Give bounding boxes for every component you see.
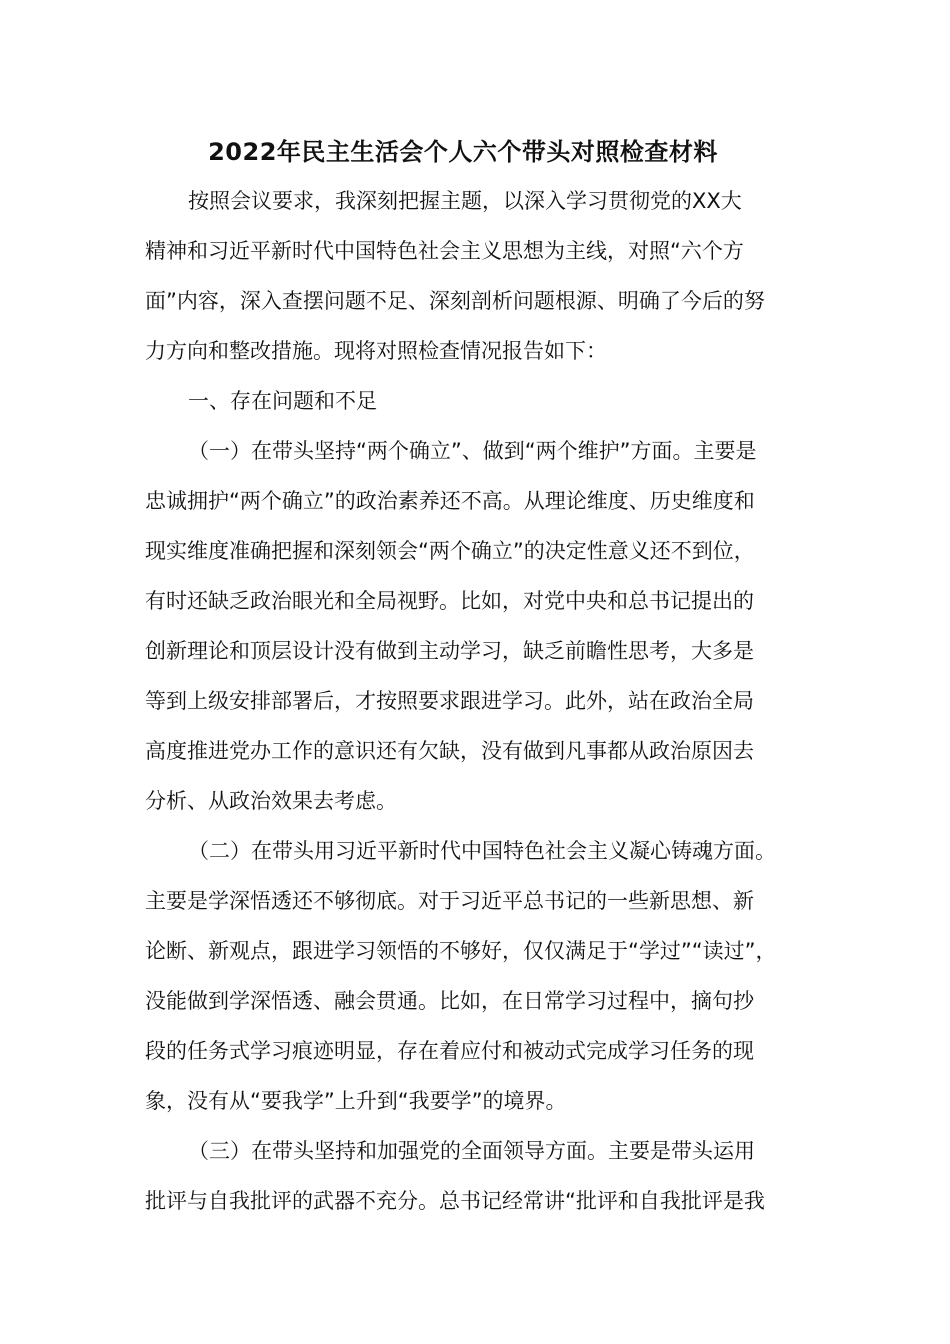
paragraph-line: 等到上级安排部署后，才按照要求跟进学习。此外，站在政治全局 <box>145 689 754 713</box>
paragraph-line: 按照会议要求，我深刻把握主题，以深入学习贯彻党的XX大 <box>188 189 742 213</box>
paragraph-line: 高度推进党办工作的意识还有欠缺，没有做到凡事都从政治原因去 <box>145 739 754 763</box>
paragraph-line: 精神和习近平新时代中国特色社会主义思想为主线，对照“六个方 <box>145 239 744 263</box>
paragraph-line: 分析、从政治效果去考虑。 <box>145 789 397 813</box>
paragraph-line: 象，没有从“要我学”上升到“我要学”的境界。 <box>145 1089 567 1113</box>
paragraph-line: 没能做到学深悟透、融会贯通。比如，在日常学习过程中，摘句抄 <box>145 989 754 1013</box>
paragraph-line: 论断、新观点，跟进学习领悟的不够好，仅仅满足于“学过”“读过”， <box>145 939 777 963</box>
paragraph-line: （二）在带头用习近平新时代中国特色社会主义凝心铸魂方面。 <box>188 839 776 863</box>
paragraph-line: 力方向和整改措施。现将对照检查情况报告如下： <box>145 339 607 363</box>
document-title: 2022年民主生活会个人六个带头对照检查材料 <box>208 138 718 166</box>
paragraph-line: 忠诚拥护“两个确立”的政治素养还不高。从理论维度、历史维度和 <box>145 489 755 513</box>
paragraph-line: 批评与自我批评的武器不充分。总书记经常讲“批评和自我批评是我 <box>145 1189 765 1213</box>
section-heading: 一、存在问题和不足 <box>188 389 377 413</box>
paragraph-line: 段的任务式学习痕迹明显，存在着应付和被动式完成学习任务的现 <box>145 1039 754 1063</box>
paragraph-line: 创新理论和顶层设计没有做到主动学习，缺乏前瞻性思考，大多是 <box>145 639 754 663</box>
paragraph-line: （一）在带头坚持“两个确立”、做到“两个维护”方面。主要是 <box>188 439 757 463</box>
paragraph-line: （三）在带头坚持和加强党的全面领导方面。主要是带头运用 <box>188 1139 755 1163</box>
paragraph-line: 有时还缺乏政治眼光和全局视野。比如，对党中央和总书记提出的 <box>145 589 754 613</box>
paragraph-line: 面”内容，深入查摆问题不足、深刻剖析问题根源、明确了今后的努 <box>145 289 765 313</box>
paragraph-line: 现实维度准确把握和深刻领会“两个确立”的决定性意义还不到位， <box>145 539 755 563</box>
paragraph-line: 主要是学深悟透还不够彻底。对于习近平总书记的一些新思想、新 <box>145 889 754 913</box>
